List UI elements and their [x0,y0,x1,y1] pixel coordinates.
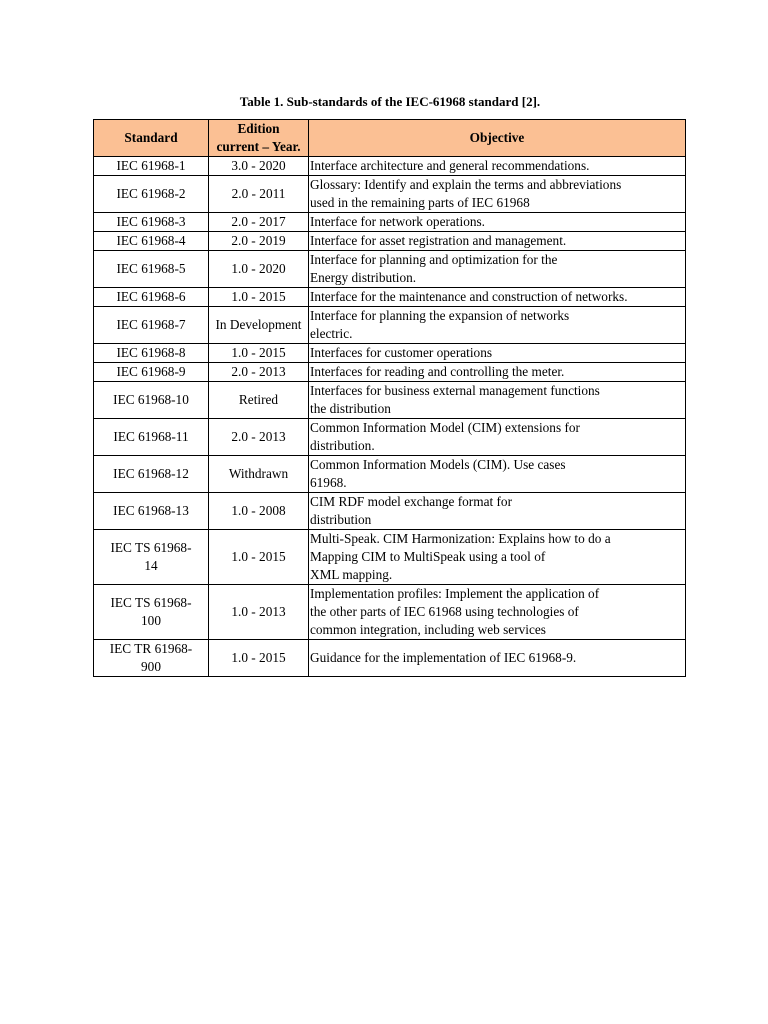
objective-cell [309,176,686,213]
objective-text: distribution [310,512,372,527]
table-body [94,157,686,677]
objective-cell [309,530,686,585]
table-row [94,232,686,251]
standard-cell [94,307,209,344]
table-row [94,585,686,640]
standard-text: IEC 61968-8 [116,345,186,360]
standard-text: IEC 61968-3 [116,214,186,229]
table-row [94,307,686,344]
objective-text: Interfaces for reading and controlling the meter. [310,364,565,379]
standard-text: IEC 61968-13 [113,503,189,518]
edition-cell: 2.0 - 2017 [209,213,309,232]
objective-text: Implementation profiles: Implement the application of [310,586,600,601]
table-row [94,251,686,288]
objective-text: CIM RDF model exchange format for [310,494,512,509]
standard-text: IEC 61968-6 [116,289,186,304]
objective-text: Interface for network operations. [310,214,485,229]
standard-cell [94,344,209,363]
objective-cell [309,344,686,363]
standard-text: IEC TS 61968- [110,595,192,610]
standard-cell [94,363,209,382]
standard-text: IEC 61968-12 [113,466,189,481]
objective-cell [309,307,686,344]
standard-text: IEC 61968-11 [113,429,189,444]
edition-cell: 1.0 - 2013 [209,585,309,640]
standard-cell [94,456,209,493]
standard-cell [94,585,209,640]
standard-text: IEC 61968-4 [116,233,186,248]
edition-cell: Retired [209,382,309,419]
objective-cell [309,640,686,677]
standard-cell [94,419,209,456]
objective-text: Interface for asset registration and management. [310,233,567,248]
standard-cell [94,232,209,251]
standard-cell [94,493,209,530]
edition-cell: 1.0 - 2008 [209,493,309,530]
standard-cell [94,640,209,677]
objective-cell [309,585,686,640]
objective-text: distribution. [310,438,375,453]
edition-cell: 2.0 - 2011 [209,176,309,213]
objective-cell [309,232,686,251]
objective-text: Interface for planning the expansion of networks [310,308,570,323]
objective-text: Mapping CIM to MultiSpeak using a tool of [310,549,546,564]
standard-text: IEC 61968-2 [116,186,186,201]
objective-text: Interfaces for business external management functions [310,383,600,398]
objective-text: Common Information Model (CIM) extensions for [310,420,580,435]
objective-text: Multi-Speak. CIM Harmonization: Explains how to do a [310,531,611,546]
objective-text: the distribution [310,401,391,416]
table-row [94,344,686,363]
standard-cell [94,213,209,232]
objective-text: common integration, including web services [310,622,546,637]
edition-cell: 2.0 - 2013 [209,363,309,382]
table-row [94,456,686,493]
table-caption: Table 1. Sub-standards of the IEC-61968 standard [2]. [239,94,541,109]
standard-cell [94,382,209,419]
objective-text: Interface architecture and general recommendations. [310,158,590,173]
header-standard: Standard [94,120,209,157]
standard-text: IEC TS 61968- [110,540,192,555]
objective-cell [309,456,686,493]
objective-text: Energy distribution. [310,270,417,285]
header-edition-line2: current – Year. [216,139,301,154]
objective-text: Interface for the maintenance and construction of networks. [310,289,628,304]
edition-cell: 1.0 - 2015 [209,640,309,677]
table-row [94,530,686,585]
table-row [94,213,686,232]
edition-cell: 1.0 - 2020 [209,251,309,288]
objective-text: 61968. [310,475,347,490]
objective-text: Glossary: Identify and explain the terms and abbreviations [310,177,622,192]
standard-cell [94,157,209,176]
standard-text: IEC 61968-5 [116,261,186,276]
standard-text: 14 [144,558,158,573]
substandards-table [93,119,686,677]
header-objective: Objective [309,120,686,157]
standard-cell [94,251,209,288]
standard-cell [94,288,209,307]
standard-text: 900 [141,659,161,674]
edition-cell: Withdrawn [209,456,309,493]
table-row [94,176,686,213]
table-row [94,493,686,530]
objective-cell [309,382,686,419]
objective-cell [309,288,686,307]
standard-text: IEC 61968-1 [116,158,186,173]
objective-cell [309,493,686,530]
table-row [94,363,686,382]
edition-cell: 2.0 - 2013 [209,419,309,456]
table-row [94,382,686,419]
table-row [94,419,686,456]
standard-text: IEC 61968-7 [116,317,186,332]
standard-text: IEC 61968-10 [113,392,189,407]
objective-text: electric. [310,326,353,341]
table-row [94,640,686,677]
standard-cell [94,176,209,213]
objective-cell [309,213,686,232]
objective-text: used in the remaining parts of IEC 61968 [310,195,530,210]
standard-cell [94,530,209,585]
edition-cell: In Development [209,307,309,344]
table-row [94,288,686,307]
edition-cell: 1.0 - 2015 [209,344,309,363]
objective-cell [309,157,686,176]
objective-cell [309,251,686,288]
table-header-row [94,120,686,157]
objective-text: XML mapping. [310,567,393,582]
header-edition [209,120,309,157]
objective-text: Interfaces for customer operations [310,345,493,360]
objective-text: Guidance for the implementation of IEC 61968-9. [310,650,577,665]
table-row [94,157,686,176]
standard-text: 100 [141,613,161,628]
objective-text: Common Information Models (CIM). Use cases [310,457,566,472]
objective-text: the other parts of IEC 61968 using technologies of [310,604,579,619]
edition-cell: 1.0 - 2015 [209,530,309,585]
edition-cell: 3.0 - 2020 [209,157,309,176]
standard-text: IEC 61968-9 [116,364,186,379]
edition-cell: 1.0 - 2015 [209,288,309,307]
edition-cell: 2.0 - 2019 [209,232,309,251]
objective-text: Interface for planning and optimization for the [310,252,558,267]
standard-text: IEC TR 61968- [109,641,193,656]
objective-cell [309,363,686,382]
objective-cell [309,419,686,456]
header-edition-line1: Edition [237,121,280,136]
